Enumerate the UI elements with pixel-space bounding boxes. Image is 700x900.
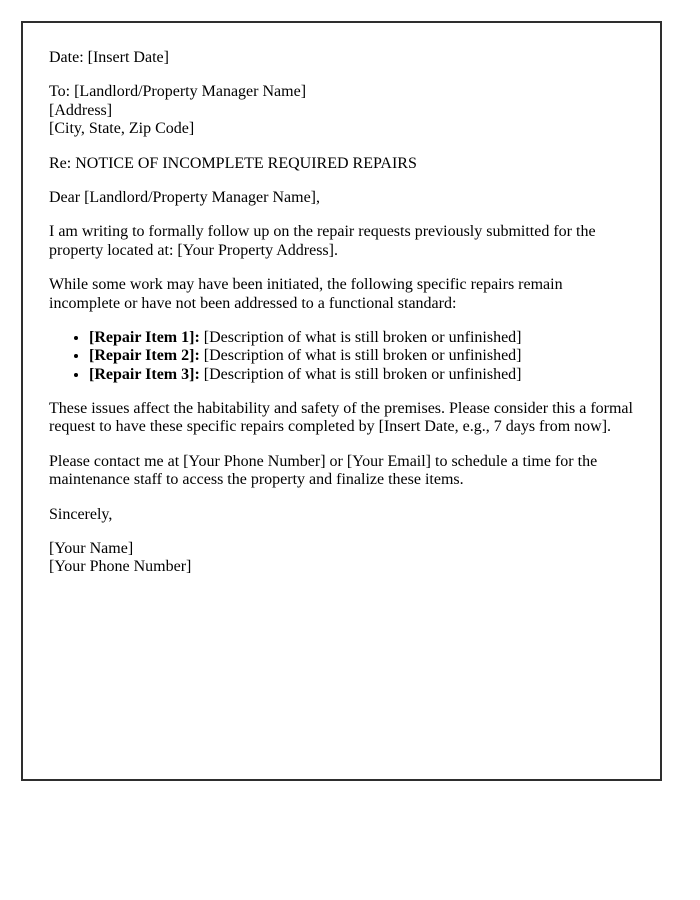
recipient-name-line: To: [Landlord/Property Manager Name] [49,83,307,101]
repair-item-description: [Description of what is still broken or unfinished] [203,347,522,365]
subject-line: Re: NOTICE OF INCOMPLETE REQUIRED REPAIRS [49,154,417,172]
repair-item-description: [Description of what is still broken or unfinished] [203,328,522,346]
repair-item-label: [Repair Item 1]: [89,328,200,346]
letter-document [21,21,662,781]
intro-paragraph: I am writing to formally follow up on the repair requests previously submitted for the property located at: [Your Property Address]. [49,223,596,259]
repair-item-description: [Description of what is still broken or unfinished] [203,365,522,383]
repair-list-item [89,366,634,384]
contact-paragraph: Please contact me at [Your Phone Number] or [Your Email] to schedule a time for the maintenance staff to access the property and finalize these items. [49,452,598,489]
signature-name-line: [Your Name] [49,540,134,558]
repair-item-label: [Repair Item 2]: [89,347,200,365]
recipient-address-line: [Address] [49,101,113,119]
repair-list-item [89,329,634,347]
context-paragraph: While some work may have been initiated, the following specific repairs remain incomplete or have not been addressed to a functional standard: [49,276,563,312]
closing: Sincerely, [49,505,113,523]
repair-item-label: [Repair Item 3]: [89,365,200,383]
salutation: Dear [Landlord/Property Manager Name], [49,188,320,206]
demand-paragraph: These issues affect the habitability and safety of the premises. Please consider this a formal request to have these specific repairs completed by [Insert Date, e.g., 7 days from now]. [49,400,633,436]
recipient-block [49,83,634,138]
repair-list-item [89,347,634,365]
recipient-city-line: [City, State, Zip Code] [49,120,195,138]
date-line: Date: [Insert Date] [49,49,169,66]
signature-block [49,540,634,577]
repair-items-list [49,329,634,384]
signature-phone-line: [Your Phone Number] [49,558,192,576]
